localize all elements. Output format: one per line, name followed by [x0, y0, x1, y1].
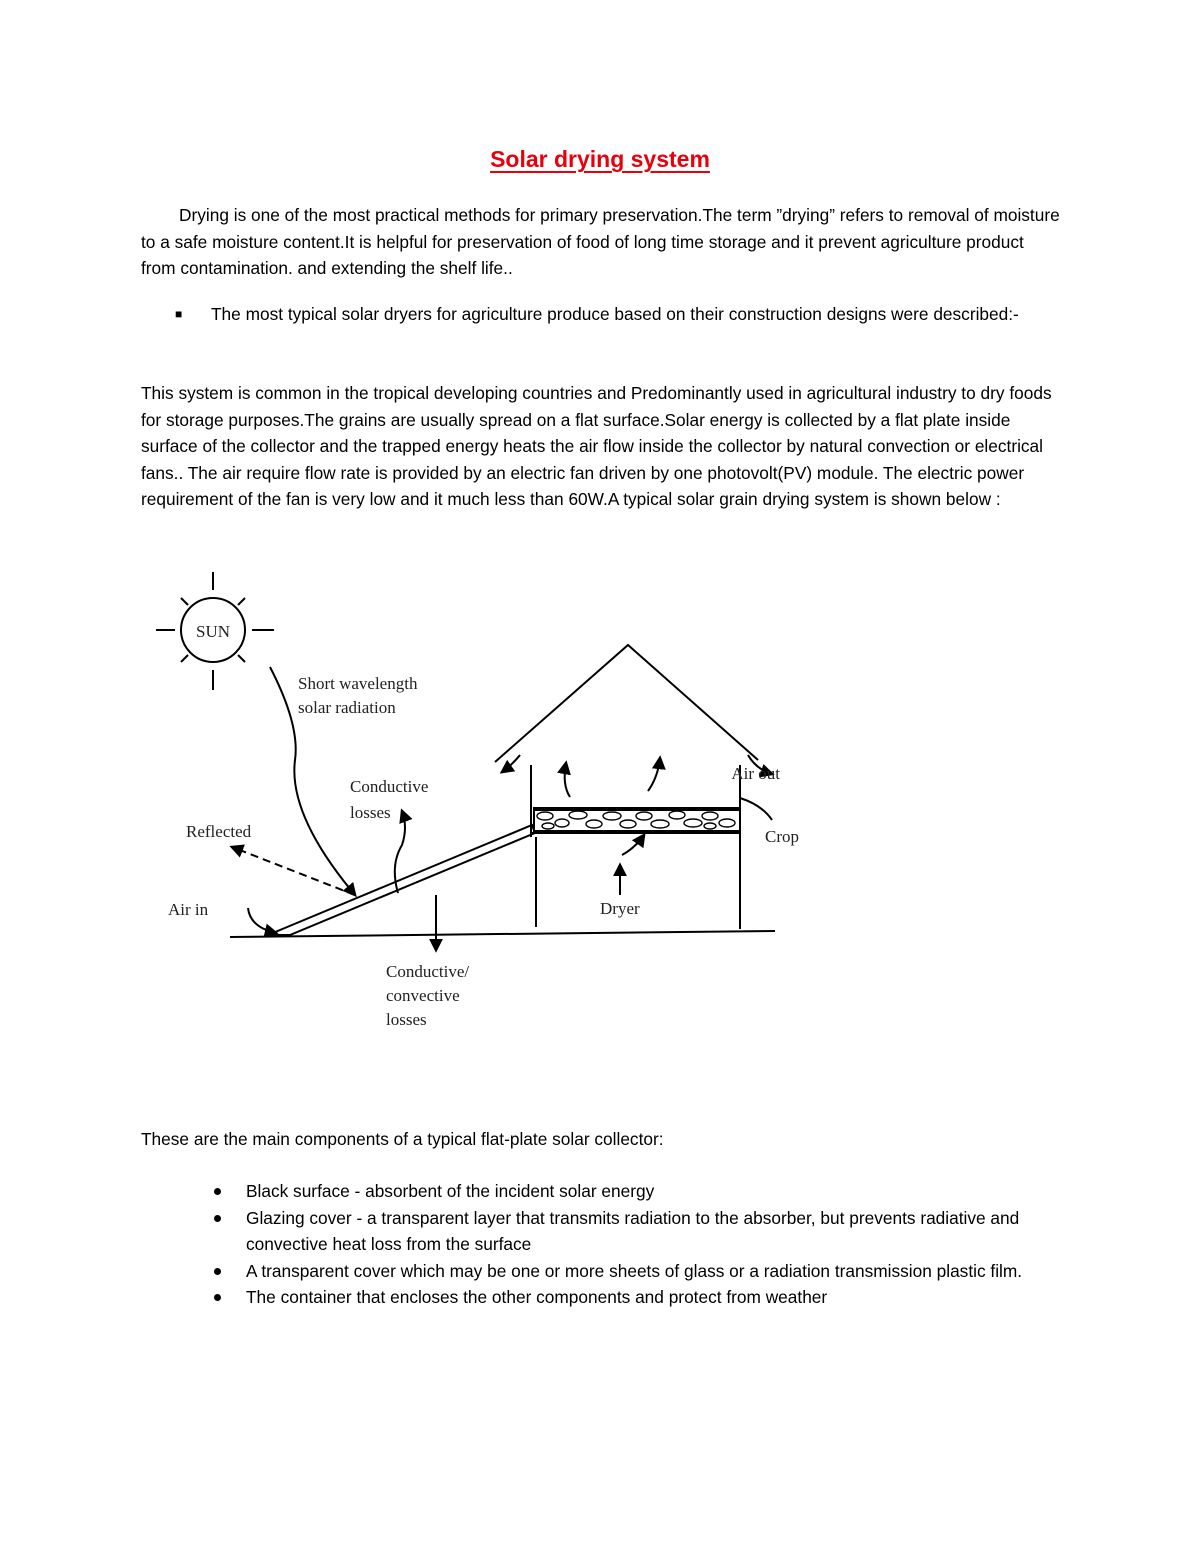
square-bullet-icon: ■ — [175, 307, 183, 321]
list-item-text: Glazing cover - a transparent layer that transmits radiation to the absorber, but prevents radiative and convective heat loss from the surface — [246, 1207, 1020, 1254]
bullet-icon — [214, 1215, 221, 1222]
intro-paragraph — [141, 202, 1061, 282]
list-item — [141, 1205, 1061, 1258]
components-intro: These are the main components of a typical flat-plate solar collector: — [141, 1129, 664, 1149]
label-crop: Crop — [765, 827, 799, 846]
system-paragraph: This system is common in the tropical developing countries and Predominantly used in agricultural industry to dry foods for storage purposes.The grains are usually spread on a flat surface.Solar energy is collected by a flat plate inside surface of the collector and the trapped energy heats the air flow inside the collector by natural convection or electrical fans.. The air require flow rate is provided by an electric fan driven by one photovolt(PV) module. The electric power requirement of the fan is very low and it much less than 60W.A typical solar grain drying system is shown below : — [141, 383, 1052, 509]
square-bullet-item — [141, 299, 1061, 330]
label-solar-radiation: solar radiation — [298, 698, 396, 717]
bullet-icon — [214, 1294, 221, 1301]
intro-text: Drying is one of the most practical methods for primary preservation.The term ”drying” refers to removal of moisture to a safe moisture content.It is helpful for preservation of food of long time storage and it prevent agriculture product from contamination. and extending the shelf life.. — [141, 205, 1060, 278]
bullet-icon — [214, 1268, 221, 1275]
label-air-out: Air out — [731, 764, 780, 783]
label-sun: SUN — [195, 622, 231, 641]
bullet-icon — [214, 1188, 221, 1195]
ground-line — [230, 931, 775, 937]
label-conductive-convective: Conductive/ — [386, 962, 470, 981]
list-item — [141, 1284, 1061, 1311]
components-list — [141, 1178, 1061, 1311]
label-conductive-losses: losses — [350, 803, 391, 822]
diagram-svg — [150, 565, 799, 1045]
label-conductive: Conductive — [350, 777, 429, 796]
dryer-roof — [495, 645, 758, 762]
label-losses: losses — [386, 1010, 427, 1029]
list-item-text: A transparent cover which may be one or more sheets of glass or a radiation transmission plastic film. — [246, 1260, 1023, 1281]
label-short-wavelength: Short wavelength — [298, 674, 418, 693]
list-item-text: The container that encloses the other components and protect from weather — [246, 1287, 828, 1307]
list-item-text: Black surface - absorbent of the incident solar energy — [246, 1181, 655, 1201]
list-item — [141, 1258, 1061, 1285]
label-convective: convective — [386, 986, 460, 1005]
label-dryer: Dryer — [600, 899, 640, 918]
label-air-in: Air in — [168, 900, 209, 919]
solar-dryer-diagram — [150, 565, 799, 1045]
square-bullet-text: The most typical solar dryers for agriculture produce based on their construction designs were described:- — [211, 304, 1019, 324]
document-title: Solar drying system — [490, 146, 710, 172]
list-item — [141, 1178, 1061, 1205]
collector-plate — [268, 825, 535, 935]
label-reflected: Reflected — [186, 822, 252, 841]
